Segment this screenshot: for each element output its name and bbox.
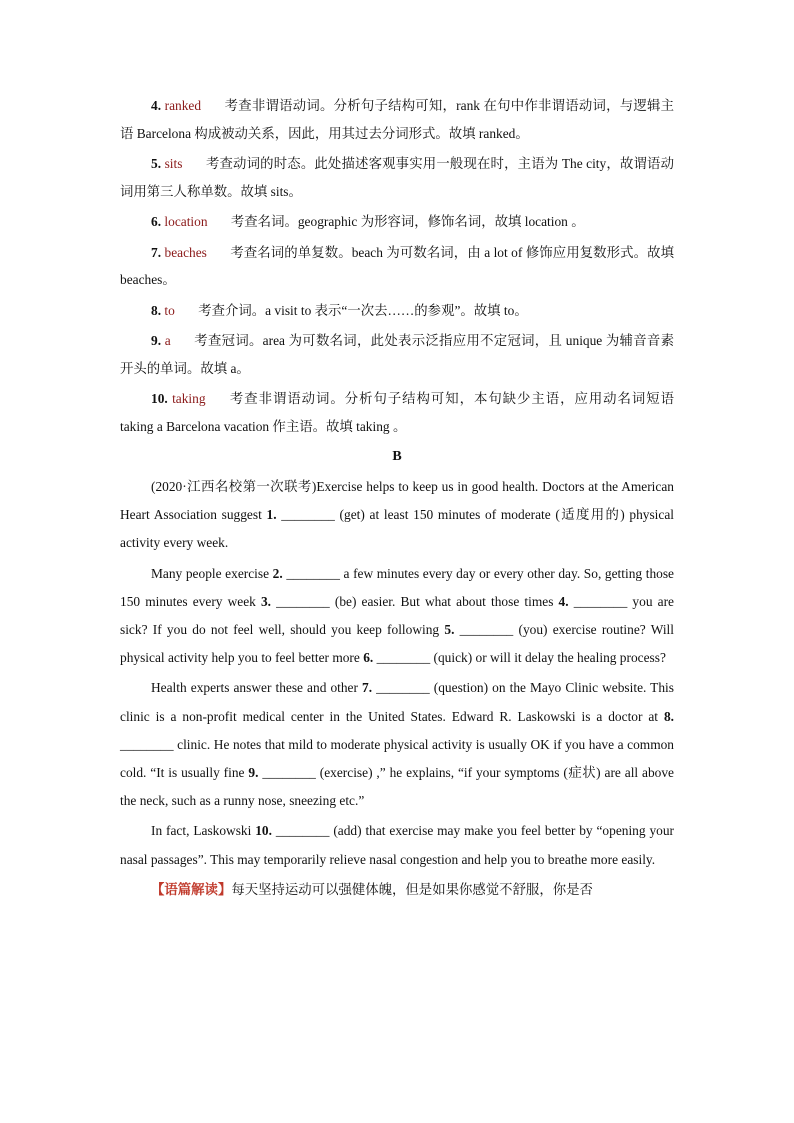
answer-word: location bbox=[164, 214, 208, 229]
passage-text: (you) exercise routine? Will physical activity help you to feel better more bbox=[120, 622, 674, 666]
passage-text: (2020·江西名校第一次联考)Exercise helps to keep us in good health. Doctors at the American Heart Association suggest bbox=[120, 479, 674, 523]
answer-explanation: 考查非谓语动词。分析句子结构可知，本句缺少主语，应用动名词短语 taking a Barcelona vacation 作主语。故填 taking 。 bbox=[120, 391, 675, 434]
analysis-tag: 【语篇解读】 bbox=[151, 881, 232, 897]
cloze-passage bbox=[120, 473, 674, 874]
answer-number: 8. bbox=[151, 302, 162, 318]
passage-text: a few minutes every day or every other day. So, getting those 150 minutes every week bbox=[120, 565, 674, 609]
blank-number: 8. bbox=[663, 708, 674, 724]
answer-number: 4. bbox=[151, 98, 162, 113]
answer-item-8 bbox=[120, 297, 674, 325]
answer-item-10 bbox=[120, 385, 674, 440]
passage-analysis bbox=[120, 876, 674, 904]
answer-word: sits bbox=[164, 156, 183, 171]
blank-7: ________ bbox=[376, 680, 430, 696]
answer-word: taking bbox=[172, 391, 206, 406]
passage-paragraph-1 bbox=[120, 473, 674, 558]
analysis-text: 每天坚持运动可以强健体魄，但是如果你感觉不舒服，你是否 bbox=[231, 881, 593, 897]
blank-4: ________ bbox=[573, 593, 628, 609]
answer-explanation: 考查动词的时态。此处描述客观事实用一般现在时，主语为 The city，故谓语动词用第三人称单数。故填 sits。 bbox=[120, 156, 674, 199]
passage-paragraph-4 bbox=[120, 817, 674, 873]
answer-explanation: 考查介词。a visit to 表示“一次去……的参观”。故填 to。 bbox=[198, 302, 528, 318]
answer-item-4 bbox=[120, 92, 674, 147]
blank-number: 1. bbox=[266, 507, 277, 523]
passage-paragraph-3 bbox=[120, 674, 674, 815]
answer-explanation: 考查非谓语动词。分析句子结构可知，rank 在句中作非谓语动词，与逻辑主语 Barcelona 构成被动关系，因此，用其过去分词形式。故填 ranked。 bbox=[120, 98, 674, 141]
blank-number: 10. bbox=[255, 823, 272, 839]
blank-9: ________ bbox=[262, 765, 316, 781]
passage-text: Health experts answer these and other bbox=[151, 680, 363, 696]
answer-number: 7. bbox=[151, 244, 162, 260]
answer-number: 9. bbox=[151, 333, 162, 348]
passage-text: (get) at least 150 minutes of moderate (适度用的) physical activity every week. bbox=[120, 507, 674, 551]
blank-3: ________ bbox=[276, 593, 330, 609]
passage-text: In fact, Laskowski bbox=[151, 823, 256, 839]
blank-1: ________ bbox=[281, 507, 335, 523]
passage-text: (exercise) ,” he explains, “if your symptoms (症状) are all above the neck, such as a runny nose, sneezing etc.” bbox=[120, 765, 674, 809]
answer-number: 5. bbox=[151, 156, 162, 171]
passage-text: Many people exercise bbox=[151, 565, 273, 581]
answer-word: beaches bbox=[164, 244, 207, 260]
answer-number: 10. bbox=[151, 391, 168, 406]
blank-number: 9. bbox=[248, 765, 259, 781]
answer-item-5 bbox=[120, 150, 674, 205]
passage-text: (quick) or will it delay the healing process? bbox=[430, 650, 666, 666]
answer-explanation: 考查名词的单复数。beach 为可数名词，由 a lot of 修饰应用复数形式。故填 beaches。 bbox=[120, 244, 674, 287]
passage-text: clinic. He notes that mild to moderate physical activity is usually OK if you have a common cold. “It is usually fine bbox=[120, 736, 674, 781]
blank-number: 6. bbox=[363, 650, 374, 666]
answer-word: ranked bbox=[164, 98, 202, 113]
passage-paragraph-2 bbox=[120, 560, 674, 673]
blank-10: ________ bbox=[275, 823, 330, 839]
blank-5: ________ bbox=[459, 622, 514, 638]
blank-8: ________ bbox=[120, 736, 174, 752]
blank-6: ________ bbox=[376, 650, 431, 666]
passage-text: (be) easier. But what about those times bbox=[329, 593, 559, 609]
blank-number: 5. bbox=[444, 622, 455, 638]
blank-2: ________ bbox=[286, 565, 340, 581]
answer-word: a bbox=[164, 333, 171, 348]
answer-number: 6. bbox=[151, 214, 162, 229]
passage-text: (question) on the Mayo Clinic website. This clinic is a non-profit medical center in the United States. Edward R. Laskowski is a doctor at bbox=[120, 680, 674, 724]
blank-number: 7. bbox=[362, 680, 373, 696]
passage-text: (add) that exercise may make you feel better by “opening your nasal passages”. This may temporarily relieve nasal congestion and help you to breathe more easily. bbox=[120, 823, 674, 867]
answer-explanation: 考查名词。geographic 为形容词，修饰名词，故填 location 。 bbox=[230, 214, 585, 229]
answer-item-7 bbox=[120, 239, 674, 294]
answer-word: to bbox=[164, 302, 175, 318]
blank-number: 4. bbox=[558, 593, 569, 609]
answer-item-6 bbox=[120, 208, 674, 236]
blank-number: 3. bbox=[260, 593, 272, 609]
section-heading: B bbox=[392, 449, 402, 464]
blank-number: 2. bbox=[272, 565, 283, 581]
answer-item-9 bbox=[120, 327, 674, 382]
document-page bbox=[120, 92, 674, 906]
answer-explanation: 考查冠词。area 为可数名词，此处表示泛指应用不定冠词，且 unique 为辅音音素开头的单词。故填 a。 bbox=[120, 333, 674, 376]
passage-text: you are sick? If you do not feel well, should you keep following bbox=[120, 593, 674, 638]
